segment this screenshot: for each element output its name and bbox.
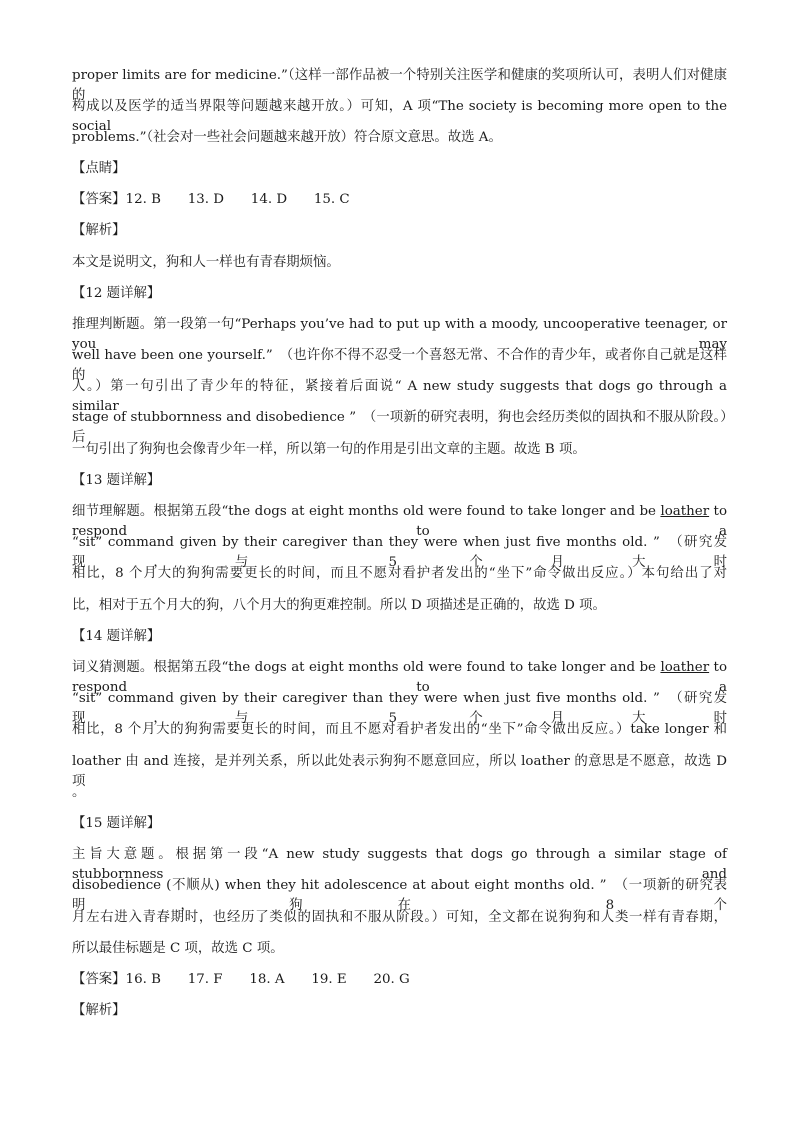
text-line: 相比，8 个月大的狗狗需要更长的时间，而且不愿对看护者发出的“坐下”命令做出反应。）take longer 和 xyxy=(72,722,727,737)
underlined-word: loather xyxy=(660,504,710,519)
text-line: loather 由 and 连接，是并列关系，所以此处表示狗狗不愿意回应，所以 loather 的意思是不愿意，故选 D 项 xyxy=(72,754,727,789)
section-heading: 【13 题详解】 xyxy=(72,473,161,488)
text-line: 构成以及医学的适当界限等问题越来越开放。）可知，A 项“The society is becoming more open to the social xyxy=(72,99,727,134)
text-line: 推理判断题。第一段第一句“Perhaps you’ve had to put up with a moody, uncooperative teenager, or you may xyxy=(72,317,727,352)
underlined-word: loather xyxy=(660,660,710,675)
section-heading: 【14 题详解】 xyxy=(72,629,161,644)
text-line: 相比，8 个月大的狗狗需要更长的时间，而且不愿对看护者发出的“坐下”命令做出反应。）本句给出了对 xyxy=(72,566,727,581)
answer-line: 【答案】12. B 13. D 14. D 15. C xyxy=(72,192,350,207)
text-line: 人。）第一句引出了青少年的特征，紧接着后面说“ A new study suggests that dogs go through a similar xyxy=(72,379,727,414)
text-line: “sit” command given by their caregiver than they were when just five months old. ” （研究发现，与 5 个月大时 xyxy=(72,535,727,570)
section-heading: 【12 题详解】 xyxy=(72,286,161,301)
section-heading: 【15 题详解】 xyxy=(72,816,161,831)
text-line: 本文是说明文，狗和人一样也有青春期烦恼。 xyxy=(72,255,340,270)
text-line: problems.”（社会对一些社会问题越来越开放）符合原文意思。故选 A。 xyxy=(72,130,502,145)
text-line: 所以最佳标题是 C 项，故选 C 项。 xyxy=(72,941,284,956)
section-heading: 【点睛】 xyxy=(72,161,126,176)
text-line: 。 xyxy=(72,785,86,800)
text-line: 一句引出了狗狗也会像青少年一样，所以第一句的作用是引出文章的主题。故选 B 项。 xyxy=(72,442,586,457)
section-heading: 【解析】 xyxy=(72,1003,126,1018)
text-line: 比，相对于五个月大的狗，八个月大的狗更难控制。所以 D 项描述是正确的，故选 D 项。 xyxy=(72,598,606,613)
text-line: disobedience (不顺从) when they hit adolescence at about eight months old. ” （一项新的研究表明，狗在 8 个 xyxy=(72,878,727,913)
text-line: 主旨大意题。根据第一段“A new study suggests that dogs go through a similar stage of stubbornness and xyxy=(72,847,727,882)
section-heading: 【解析】 xyxy=(72,223,126,238)
answer-line: 【答案】16. B 17. F 18. A 19. E 20. G xyxy=(72,972,410,987)
text-line: 词义猜测题。根据第五段“the dogs at eight months old were found to take longer and be loather to respond to a xyxy=(72,660,728,695)
text-line: “sit” command given by their caregiver than they were when just five months old. ” （研究发现，与 5 个月大时 xyxy=(72,691,727,726)
text-line: stage of stubbornness and disobedience ” （一项新的研究表明，狗也会经历类似的固执和不服从阶段。）后 xyxy=(72,410,727,445)
text-line: 细节理解题。根据第五段“the dogs at eight months old were found to take longer and be loather to respond to a xyxy=(72,504,728,539)
text-line: 月左右进入青春期时，也经历了类似的固执和不服从阶段。）可知，全文都在说狗狗和人类一样有青春期， xyxy=(72,910,727,925)
text-line: well have been one yourself.” （也许你不得不忍受一个喜怒无常、不合作的青少年，或者你自己就是这样的 xyxy=(72,348,727,383)
text-line: proper limits are for medicine.”（这样一部作品被一个特别关注医学和健康的奖项所认可，表明人们对健康的 xyxy=(72,68,727,103)
